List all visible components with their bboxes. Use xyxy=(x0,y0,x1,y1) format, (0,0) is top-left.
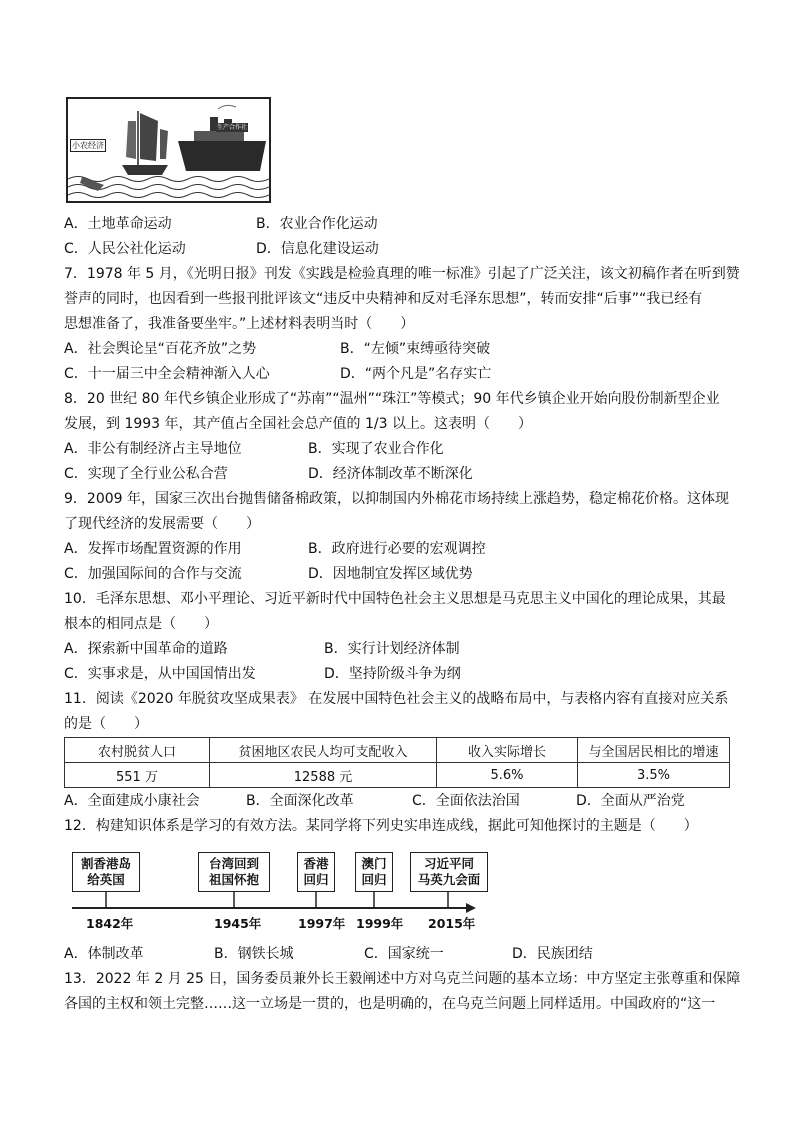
timeline-event-text: 习近平同 xyxy=(423,856,474,871)
q9-option-a[interactable]: A．发挥市场配置资源的作用 xyxy=(64,541,242,557)
q9-option-b[interactable]: B．政府进行必要的宏观调控 xyxy=(308,541,486,557)
cartoon-image xyxy=(66,97,271,203)
table-row xyxy=(65,763,730,788)
timeline-event-text: 祖国怀抱 xyxy=(208,872,259,887)
timeline-event-1842 xyxy=(72,852,140,892)
q9-stem-line-1: 9．2009 年，国家三次出台抛售储备棉政策，以抑制国内外棉花市场持续上涨趋势，稳定棉花价格。这体现 xyxy=(64,491,729,507)
q8-option-b[interactable]: B．实现了农业合作化 xyxy=(308,441,444,457)
poverty-results-table xyxy=(64,737,730,788)
table-header-cell: 与全国居民相比的增速 xyxy=(578,738,730,763)
q11-stem-line-1: 11．阅读《2020 年脱贫攻坚成果表》 在发展中国特色社会主义的战略布局中，与表格内容有直接对应关系 xyxy=(64,691,729,707)
timeline-event-1999 xyxy=(355,852,393,892)
q11-option-d[interactable]: D．全面从严治党 xyxy=(576,793,685,809)
timeline-year: 1999年 xyxy=(356,916,404,931)
table-cell: 3.5% xyxy=(578,763,730,788)
timeline-year: 2015年 xyxy=(428,916,476,931)
q12-option-d[interactable]: D．民族团结 xyxy=(512,946,593,962)
q10-option-b[interactable]: B．实行计划经济体制 xyxy=(324,641,460,657)
timeline-year: 1842年 xyxy=(86,916,134,931)
q8-option-a[interactable]: A．非公有制经济占主导地位 xyxy=(64,441,242,457)
timeline-year: 1997年 xyxy=(298,916,346,931)
q12-option-a[interactable]: A．体制改革 xyxy=(64,946,144,962)
q8-stem-line-1: 8．20 世纪 80 年代乡镇企业形成了“苏南”“温州”“珠江”等模式；90 年代乡镇企业开始向股份制新型企业 xyxy=(64,391,720,407)
q10-option-a[interactable]: A．探索新中国革命的道路 xyxy=(64,641,228,657)
q10-stem-line-2: 根本的相同点是（ ） xyxy=(64,616,218,632)
table-header-cell: 农村脱贫人口 xyxy=(65,738,210,763)
q11-option-b[interactable]: B．全面深化改革 xyxy=(246,793,354,809)
q12-stem-line: 12．构建知识体系是学习的有效方法。某同学将下列史实串连成线，据此可知他探讨的主题是（ ） xyxy=(64,818,698,834)
q7-stem-line-1: 7．1978 年 5 月，《光明日报》刊发《实践是检验真理的唯一标准》引起了广泛关注，该文初稿作者在听到赞 xyxy=(64,266,740,282)
q7-option-a[interactable]: A．社会舆论呈“百花齐放”之势 xyxy=(64,341,257,357)
q10-option-d[interactable]: D．坚持阶级斗争为纲 xyxy=(324,666,461,682)
timeline-event-text: 台湾回到 xyxy=(208,856,259,871)
table-cell: 12588 元 xyxy=(210,763,437,788)
table-header-row xyxy=(65,738,730,763)
timeline-event-1997 xyxy=(297,852,335,892)
q13-stem-line-1: 13．2022 年 2 月 25 日，国务委员兼外长王毅阐述中方对乌克兰问题的基本立场：中方坚定主张尊重和保障 xyxy=(64,971,741,987)
history-timeline xyxy=(62,846,512,936)
timeline-event-text: 给英国 xyxy=(87,872,125,887)
timeline-year: 1945年 xyxy=(214,916,262,931)
timeline-event-text: 回归 xyxy=(361,872,387,887)
timeline-event-text: 香港 xyxy=(303,856,329,871)
timeline-event-2015 xyxy=(410,852,488,892)
q6-option-b[interactable]: B．农业合作化运动 xyxy=(256,216,378,232)
timeline-event-text: 澳门 xyxy=(361,856,387,871)
timeline-event-text: 割香港岛 xyxy=(80,856,131,871)
q8-option-d[interactable]: D．经济体制改革不断深化 xyxy=(308,466,473,482)
small-farming-label: 小农经济 xyxy=(72,141,104,150)
q12-option-c[interactable]: C．国家统一 xyxy=(364,946,444,962)
q10-option-c[interactable]: C．实事求是，从中国国情出发 xyxy=(64,666,256,682)
table-header-cell: 收入实际增长 xyxy=(437,738,578,763)
q7-option-c[interactable]: C．十一届三中全会精神渐入人心 xyxy=(64,366,270,382)
q8-option-c[interactable]: C．实现了全行业公私合营 xyxy=(64,466,228,482)
q9-option-c[interactable]: C．加强国际间的合作与交流 xyxy=(64,566,242,582)
timeline-event-text: 马英九会面 xyxy=(417,872,481,887)
q7-option-b[interactable]: B．“左倾”束缚亟待突破 xyxy=(340,341,491,357)
cooperative-label: 生产合作社 xyxy=(217,124,248,131)
q9-option-d[interactable]: D．因地制宜发挥区域优势 xyxy=(308,566,473,582)
q11-option-c[interactable]: C．全面依法治国 xyxy=(412,793,520,809)
q11-stem-line-2: 的是（ ） xyxy=(64,716,148,732)
q13-stem-line-2: 各国的主权和领土完整……这一立场是一贯的，也是明确的，在乌克兰问题上同样适用。中国政府的“这一 xyxy=(64,996,716,1012)
table-header-cell: 贫困地区农民人均可支配收入 xyxy=(210,738,437,763)
timeline-event-1945 xyxy=(198,852,270,892)
table-cell: 551 万 xyxy=(65,763,210,788)
timeline-event-text: 回归 xyxy=(303,872,329,887)
q6-option-d[interactable]: D．信息化建设运动 xyxy=(256,241,379,257)
q8-stem-line-2: 发展，到 1993 年，其产值占全国社会总产值的 1/3 以上。这表明（ ） xyxy=(64,416,532,432)
q6-option-c[interactable]: C．人民公社化运动 xyxy=(64,241,186,257)
q12-option-b[interactable]: B．钢铁长城 xyxy=(214,946,294,962)
q6-option-a[interactable]: A．土地革命运动 xyxy=(64,216,172,232)
q7-option-d[interactable]: D．“两个凡是”名存实亡 xyxy=(340,366,492,382)
q7-stem-line-2: 誉声的同时，也因看到一些报刊批评该文“违反中央精神和反对毛泽东思想”，转而安排“后事”“我已经有 xyxy=(64,291,703,307)
q11-option-a[interactable]: A．全面建成小康社会 xyxy=(64,793,200,809)
q10-stem-line-1: 10．毛泽东思想、邓小平理论、习近平新时代中国特色社会主义思想是马克思主义中国化的理论成果，其最 xyxy=(64,591,726,607)
q7-stem-line-3: 思想准备了，我准备要坐牢。”上述材料表明当时（ ） xyxy=(64,316,415,332)
q9-stem-line-2: 了现代经济的发展需要（ ） xyxy=(64,516,260,532)
table-cell: 5.6% xyxy=(437,763,578,788)
